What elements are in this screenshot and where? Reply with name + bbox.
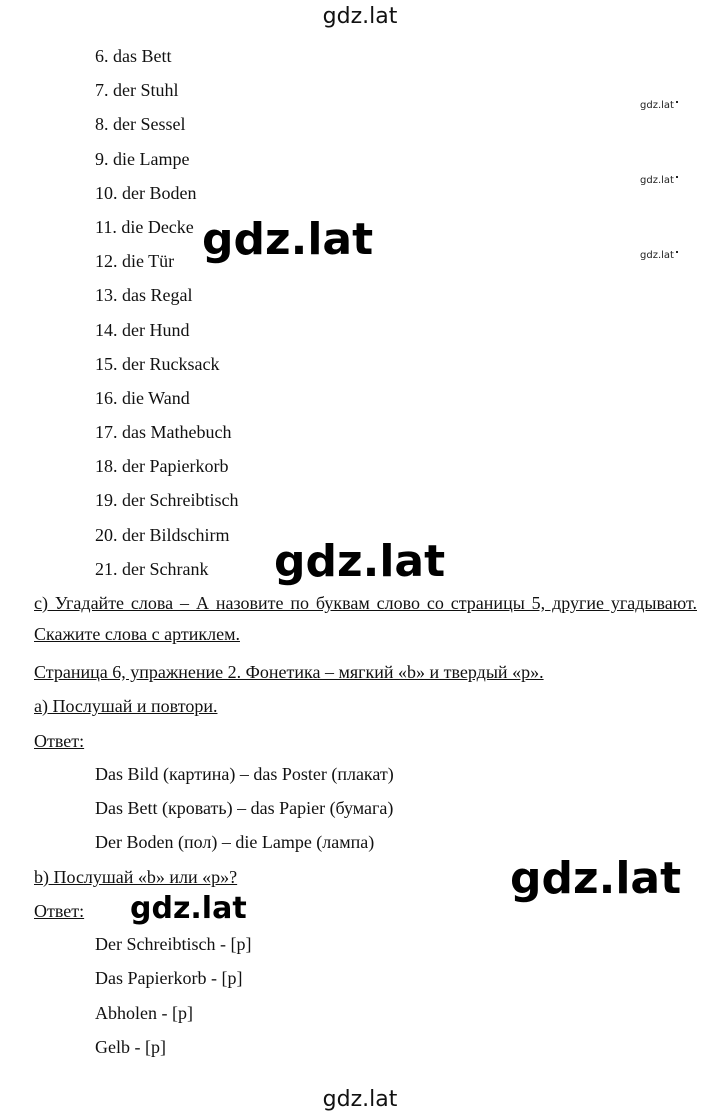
- vocabulary-item: 9. die Lampe: [95, 148, 190, 169]
- task-a-title: а) Послушай и повтори.: [34, 696, 218, 716]
- large-watermark: gdz.lat: [130, 891, 247, 926]
- task-a-answer-line: Der Boden (пол) – die Lampe (лампа): [95, 832, 375, 852]
- task-c-instruction: с) Угадайте слова – А назовите по буквам слово со страницы 5, другие угадывают. Скажите слова с артиклем.: [34, 593, 697, 644]
- small-watermark: [640, 176, 678, 186]
- vocabulary-item: 11. die Decke: [95, 216, 194, 237]
- vocabulary-item: 20. der Bildschirm: [95, 524, 230, 545]
- task-a-answer-line: Das Bild (картина) – das Poster (плакат): [95, 764, 394, 784]
- large-watermark: gdz.lat: [202, 214, 374, 265]
- small-watermark: [640, 101, 678, 111]
- vocabulary-item: 17. das Mathebuch: [95, 422, 232, 443]
- vocabulary-item: 18. der Papierkorb: [95, 456, 229, 477]
- small-watermark-text: gdz.lat: [640, 100, 674, 111]
- vocabulary-item: 8. der Sessel: [95, 114, 186, 135]
- vocabulary-item: 16. die Wand: [95, 387, 190, 408]
- small-watermark: [640, 251, 678, 261]
- task-b-answer-line: Abholen - [p]: [95, 1003, 193, 1023]
- task-b-answer-label: Ответ:: [34, 901, 85, 921]
- vocabulary-item: 12. die Tür: [95, 251, 175, 272]
- vocabulary-item: 7. der Stuhl: [95, 80, 179, 101]
- header-watermark: gdz.lat: [322, 4, 398, 29]
- vocabulary-item: 15. der Rucksack: [95, 353, 220, 374]
- vocabulary-item: 13. das Regal: [95, 285, 193, 306]
- task-a-answer-line: Das Bett (кровать) – das Papier (бумага): [95, 798, 394, 818]
- vocabulary-item: 6. das Bett: [95, 46, 172, 66]
- task-b-answer-line: Das Papierkorb - [p]: [95, 968, 243, 988]
- task-a-answer-label: Ответ:: [34, 731, 85, 751]
- vocabulary-list: [95, 42, 238, 589]
- footer-watermark: gdz.lat: [322, 1087, 398, 1112]
- task-b-answer-line: Gelb - [p]: [95, 1037, 166, 1057]
- watermark-dot-icon: [676, 101, 678, 103]
- vocabulary-item: 14. der Hund: [95, 319, 190, 340]
- vocabulary-item: 21. der Schrank: [95, 558, 209, 579]
- task-b-title: b) Послушай «b» или «p»?: [34, 867, 238, 887]
- large-watermark: gdz.lat: [274, 536, 446, 587]
- vocabulary-item: 19. der Schreibtisch: [95, 490, 239, 511]
- task-b-answer-line: Der Schreibtisch - [p]: [95, 934, 252, 954]
- small-watermark-text: gdz.lat: [640, 175, 674, 186]
- watermark-dot-icon: [676, 251, 678, 253]
- small-watermark-text: gdz.lat: [640, 250, 674, 261]
- page6-exercise-heading: Страница 6, упражнение 2. Фонетика – мягкий «b» и твердый «p».: [34, 662, 544, 682]
- watermark-dot-icon: [676, 176, 678, 178]
- large-watermark: gdz.lat: [510, 853, 682, 904]
- vocabulary-item: 10. der Boden: [95, 182, 197, 203]
